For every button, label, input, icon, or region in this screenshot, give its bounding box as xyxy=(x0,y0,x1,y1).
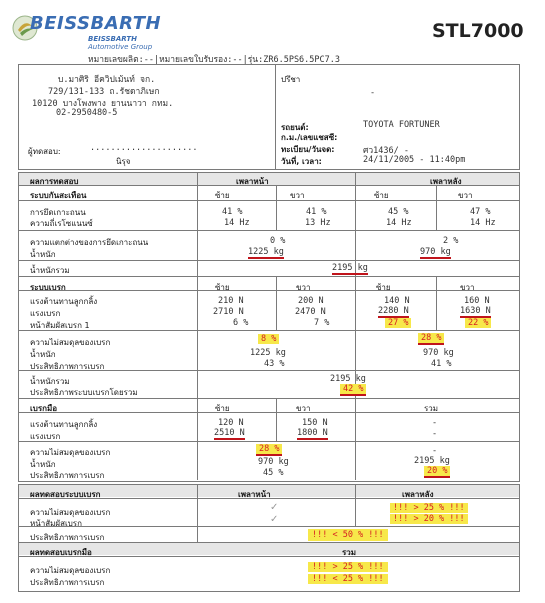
rear-axle-header: เพลาหลัง xyxy=(430,177,462,186)
sb-fl-force: 2710 N xyxy=(213,307,244,317)
front-left-header: ซ้าย xyxy=(215,191,230,200)
sb-front-weight: 1225 kg xyxy=(250,348,286,358)
sb-rr-oval: 22 % xyxy=(465,318,491,328)
sb-rear-imbalance: 28 % xyxy=(418,333,444,345)
sb-roll-res-label: แรงต้านทานลูกกลิ้ง xyxy=(30,297,98,306)
hb-left-roll: 120 N xyxy=(218,418,244,428)
sum-efficiency-label: ประสิทธิภาพการเบรก xyxy=(30,533,105,542)
rear-grip-diff: 2 % xyxy=(443,236,459,246)
rear-left-header: ซ้าย xyxy=(374,191,389,200)
sb-rear-weight: 970 kg xyxy=(423,348,454,358)
fr-freq: 13 Hz xyxy=(305,218,331,228)
hand-sum-imbalance-label: ความไม่สมดุลของเบรก xyxy=(30,566,111,575)
car-value: TOYOTA FORTUNER xyxy=(363,120,440,130)
hb-total-roll: - xyxy=(432,418,438,428)
front-imbalance-check-icon: ✓ xyxy=(270,502,279,513)
summary-rear-header: เพลาหลัง xyxy=(402,490,434,499)
hb-right-roll: 150 N xyxy=(302,418,328,428)
hand-imbalance-warning: !!! > 25 % !!! xyxy=(308,562,388,572)
reg-value: ศว1436/ - xyxy=(363,146,409,156)
rear-imbalance-warning: !!! > 25 % !!! xyxy=(390,503,468,513)
hand-efficiency-warning: !!! < 25 % !!! xyxy=(308,574,388,584)
hand-sum-efficiency-label: ประสิทธิภาพการเบรก xyxy=(30,578,105,587)
grip-label: การยึดเกาะถนน xyxy=(30,208,86,217)
advisor-label: ปรึชา xyxy=(281,75,301,84)
sum-ovality-label: หน้าสัมผัสเบรก xyxy=(30,519,82,528)
address-line-4: 02-2950480-5 xyxy=(56,108,118,118)
sb-brake-force-label: แรงเบรก xyxy=(30,309,61,318)
hb-efficiency-label: ประสิทธิภาพการเบรก xyxy=(30,471,105,480)
sb-rear-left-header: ซ้าย xyxy=(376,283,391,292)
results-title: ผลการทดสอบ xyxy=(30,177,79,186)
hb-right-header: ขวา xyxy=(296,404,311,413)
hb-left-force: 2510 N xyxy=(214,428,245,438)
front-axle-header: เพลาหน้า xyxy=(236,177,269,186)
tester-label: ผู้ทดสอบ: xyxy=(28,147,61,156)
rl-grip: 45 % xyxy=(388,207,409,217)
brand-group: Automotive Group xyxy=(88,43,153,51)
sb-rl-roll: 140 N xyxy=(384,296,410,306)
hb-imbalance: 28 % xyxy=(256,444,282,456)
front-grip-diff: 0 % xyxy=(270,236,286,246)
fr-grip: 41 % xyxy=(306,207,327,217)
sb-rr-roll: 160 N xyxy=(464,296,490,306)
sb-weight-label: น้ำหนัก xyxy=(30,350,56,359)
freq-label: ความถี่เรโซแนนซ์ xyxy=(30,219,93,228)
sb-total-eff-label: ประสิทธิภาพระบบเบรกโดยรวม xyxy=(30,388,138,397)
suspension-title: ระบบกันสะเทือน xyxy=(30,191,87,200)
sb-fr-oval: 7 % xyxy=(314,318,330,328)
sb-front-right-header: ขวา xyxy=(296,283,311,292)
sb-total-efficiency: 42 % xyxy=(340,384,366,396)
sum-imbalance-label: ความไม่สมดุลของเบรก xyxy=(30,508,111,517)
rl-freq: 14 Hz xyxy=(386,218,412,228)
rr-freq: 14 Hz xyxy=(470,218,496,228)
hb-total-weight: 2195 kg xyxy=(414,456,450,466)
sb-rear-right-header: ขวา xyxy=(460,283,475,292)
model-title: STL7000 xyxy=(432,20,524,42)
hb-total-imbalance: - xyxy=(432,446,438,456)
car-label: รถยนต์: xyxy=(281,123,309,132)
hand-summary-title: ผลทดสอบเบรกมือ xyxy=(30,548,92,557)
sb-total-weight-label: น้ำหนักรวม xyxy=(30,377,70,386)
hb-total-force: - xyxy=(432,429,438,439)
address-line-1: บ.มาศิริ อีควิปเม้นท์ จก. xyxy=(58,75,156,85)
advisor-dash: - xyxy=(370,88,376,98)
hb-total-header: รวม xyxy=(424,404,439,413)
hb-right-force: 1800 N xyxy=(297,428,328,438)
summary-title: ผลทดสอบระบบเบรก xyxy=(30,490,101,499)
front-ovality-check-icon: ✓ xyxy=(270,514,279,525)
susp-weight-label: น้ำหนัก xyxy=(30,250,56,259)
brand-name: BEISSBARTH xyxy=(30,13,162,34)
sb-efficiency-label: ประสิทธิภาพการเบรก xyxy=(30,362,105,371)
chassis-label: ก.ม./เลขแชสซี: xyxy=(281,133,338,142)
date-value: 24/11/2005 - 11:40pm xyxy=(363,155,466,165)
rr-grip: 47 % xyxy=(470,207,491,217)
hand-summary-total-header: รวม xyxy=(342,548,357,557)
sb-total-weight: 2195 kg xyxy=(330,374,366,384)
hand-brake-title: เบรกมือ xyxy=(30,404,58,413)
address-line-3: 10120 บางโพงพาง ยานนาวา กทม. xyxy=(32,99,174,109)
hb-brake-force-label: แรงเบรก xyxy=(30,432,61,441)
sb-fl-roll: 210 N xyxy=(218,296,244,306)
hb-weight: 970 kg xyxy=(258,457,289,467)
date-label: วันที่, เวลา: xyxy=(281,157,322,166)
sb-fr-force: 2470 N xyxy=(295,307,326,317)
hb-total-efficiency: 20 % xyxy=(424,466,450,478)
sb-rl-oval: 27 % xyxy=(385,318,411,328)
sb-rr-force: 1630 N xyxy=(460,306,491,316)
hb-roll-res-label: แรงต้านทานลูกกลิ้ง xyxy=(30,420,98,429)
hb-efficiency: 45 % xyxy=(263,468,284,478)
tester-name: นิรุจ xyxy=(116,157,131,166)
rear-susp-weight: 970 kg xyxy=(420,247,451,257)
sb-ovality-label: หน้าสัมผัสเบรก 1 xyxy=(30,321,90,330)
brand-subtitle: BEISSBARTH xyxy=(88,35,138,43)
sb-fr-roll: 200 N xyxy=(298,296,324,306)
rear-ovality-warning: !!! > 20 % !!! xyxy=(390,514,468,524)
brand-logo xyxy=(12,11,182,51)
hand-summary-header-bg xyxy=(19,543,519,555)
rear-right-header: ขวา xyxy=(458,191,473,200)
sb-rear-efficiency: 41 % xyxy=(431,359,452,369)
sb-rl-force: 2280 N xyxy=(378,306,409,316)
service-brake-title: ระบบเบรก xyxy=(30,283,66,292)
reg-label: ทะเบียน/วันจด: xyxy=(281,145,335,154)
sb-front-left-header: ซ้าย xyxy=(215,283,230,292)
summary-front-header: เพลาหน้า xyxy=(238,490,271,499)
tester-dots: ..................... xyxy=(90,143,198,153)
sb-imbalance-label: ความไม่สมดุลของเบรก xyxy=(30,338,111,347)
efficiency-warning: !!! < 50 % !!! xyxy=(308,529,388,541)
address-line-2: 729/131-133 ถ.รัชดาภิเษก xyxy=(48,87,160,97)
grip-diff-label: ความแตกต่างของการยึดเกาะถนน xyxy=(30,238,149,247)
sb-front-imbalance: 8 % xyxy=(258,334,279,344)
hb-weight-label: น้ำหนัก xyxy=(30,460,56,469)
fl-grip: 41 % xyxy=(222,207,243,217)
susp-total-weight: 2195 kg xyxy=(332,263,368,273)
hb-left-header: ซ้าย xyxy=(215,404,230,413)
sb-front-efficiency: 43 % xyxy=(264,359,285,369)
front-right-header: ขวา xyxy=(290,191,305,200)
fl-freq: 14 Hz xyxy=(224,218,250,228)
hb-imbalance-label: ความไม่สมดุลของเบรก xyxy=(30,448,111,457)
header-divider xyxy=(275,64,276,169)
results-table xyxy=(18,172,520,482)
front-susp-weight: 1225 kg xyxy=(248,247,284,257)
sb-fl-oval: 6 % xyxy=(233,318,249,328)
susp-total-weight-label: น้ำหนักรวม xyxy=(30,266,70,275)
info-line: หมายเลขผลิต:--|หมายเลขใบรับรอง:--|รุ่น:ZR6.5PS6.5PC7.3 xyxy=(88,55,340,65)
